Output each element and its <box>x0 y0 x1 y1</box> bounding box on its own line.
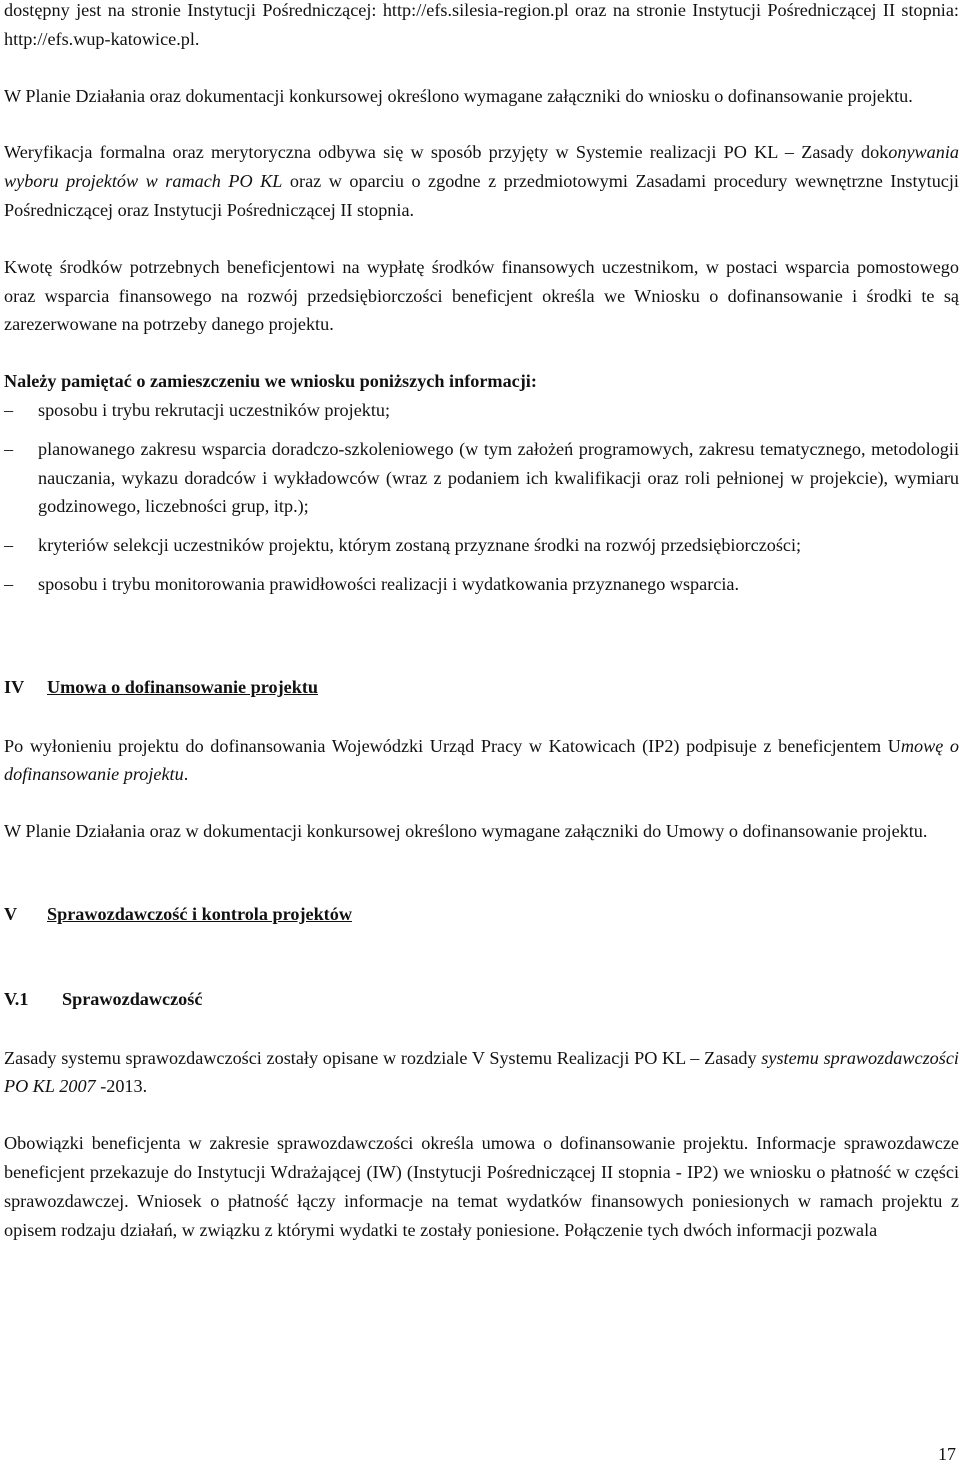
section-number: V <box>4 903 18 924</box>
section-heading-v <box>4 900 959 929</box>
section-heading-iv <box>4 673 959 702</box>
section-title: Sprawozdawczość i kontrola projektów <box>47 903 352 924</box>
paragraph-remember: Należy pamiętać o zamieszczeniu we wniosku poniższych informacji: <box>4 371 537 392</box>
paragraph-obligations: Obowiązki beneficjenta w zakresie sprawozdawczości określa umowa o dofinansowanie projektu. Informacje sprawozdawcze beneficjent przekazuje do Instytucji Wdrażającej (IW) (Instytucji Pośredniczącej II stopnia - IP2) we wniosku o płatność w części sprawozdawczej. Wniosek o płatność łączy informacje na temat wydatków finansowych poniesionych w ramach projektu z opisem rodzaju działań, w związku z którymi wydatki te zostały poniesione. Połączenie tych dwóch informacji pozwala <box>4 1133 959 1240</box>
list-item: – kryteriów selekcji uczestników projektu, którym zostaną przyznane środki na rozwój przedsiębiorczości; <box>4 531 959 560</box>
subsection-number: V.1 <box>4 988 29 1009</box>
verification-text-italic: onywania wyboru projektów w ramach PO KL <box>4 142 959 192</box>
subsection-heading-v1 <box>4 985 959 1014</box>
list-item: – planowanego zakresu wsparcia doradczo-szkoleniowego (w tym założeń programowych, zakresu tematycznego, metodologii nauczania, wykazu doradców i wykładowców (wraz z podaniem ich kwalifikacji oraz roli pełnionej w projekcie), wymiaru godzinowego, liczebności grup, itp.); <box>4 435 959 521</box>
agreement-text-a: Po wyłonieniu projektu do dofinansowania Wojewódzki Urząd Pracy w Katowicach (IP2) podpisuje z beneficjentem U <box>4 735 901 756</box>
subsection-title: Sprawozdawczość <box>62 988 203 1009</box>
reporting-text-c: -2013. <box>95 1076 148 1097</box>
verification-text-a: Weryfikacja formalna oraz merytoryczna odbywa się w sposób przyjęty w Systemie realizacji PO KL – Zasady dok <box>4 142 889 163</box>
section-title: Umowa o dofinansowanie projektu <box>47 676 318 697</box>
list-item: – sposobu i trybu monitorowania prawidłowości realizacji i wydatkowania przyznanego wsparcia. <box>4 570 959 599</box>
agreement-text-italic: mowę o dofinansowanie projektu <box>4 735 959 785</box>
paragraph-verification <box>4 138 959 224</box>
paragraph-attachments: W Planie Działania oraz dokumentacji konkursowej określono wymagane załączniki do wniosku o dofinansowanie projektu. <box>4 85 913 106</box>
info-list <box>4 396 959 599</box>
paragraph-url-info: dostępny jest na stronie Instytucji Pośredniczącej: http://efs.silesia-region.pl oraz na stronie Instytucji Pośredniczącej II stopnia: http://efs.wup-katowice.pl. <box>4 0 959 49</box>
reporting-text-italic: systemu sprawozdawczości PO KL 2007 <box>4 1047 959 1097</box>
paragraph-agreement-attachments: W Planie Działania oraz w dokumentacji konkursowej określono wymagane załączniki do Umowy o dofinansowanie projektu. <box>4 821 928 842</box>
page-number: 17 <box>938 1444 956 1464</box>
reporting-text-a: Zasady systemu sprawozdawczości zostały opisane w rozdziale V Systemu Realizacji PO KL – Zasady <box>4 1047 762 1068</box>
verification-text-c: oraz w oparciu o zgodne z przedmiotowymi Zasadami procedury wewnętrzne Instytucji Pośredniczącej oraz Instytucji Pośredniczącej II stopnia. <box>4 171 959 220</box>
section-number: IV <box>4 676 25 697</box>
paragraph-amount: Kwotę środków potrzebnych beneficjentowi na wypłatę środków finansowych uczestnikom, w postaci wsparcia pomostowego oraz wsparcia finansowego na rozwój przedsiębiorczości beneficjent określa we Wniosku o dofinansowanie i środki te są zarezerwowane na potrzeby danego projektu. <box>4 256 959 335</box>
paragraph-agreement <box>4 732 959 790</box>
agreement-text-c: . <box>183 764 189 785</box>
document-page <box>4 0 959 1244</box>
list-item: – sposobu i trybu rekrutacji uczestników projektu; <box>4 396 959 425</box>
paragraph-reporting-rules <box>4 1044 959 1102</box>
